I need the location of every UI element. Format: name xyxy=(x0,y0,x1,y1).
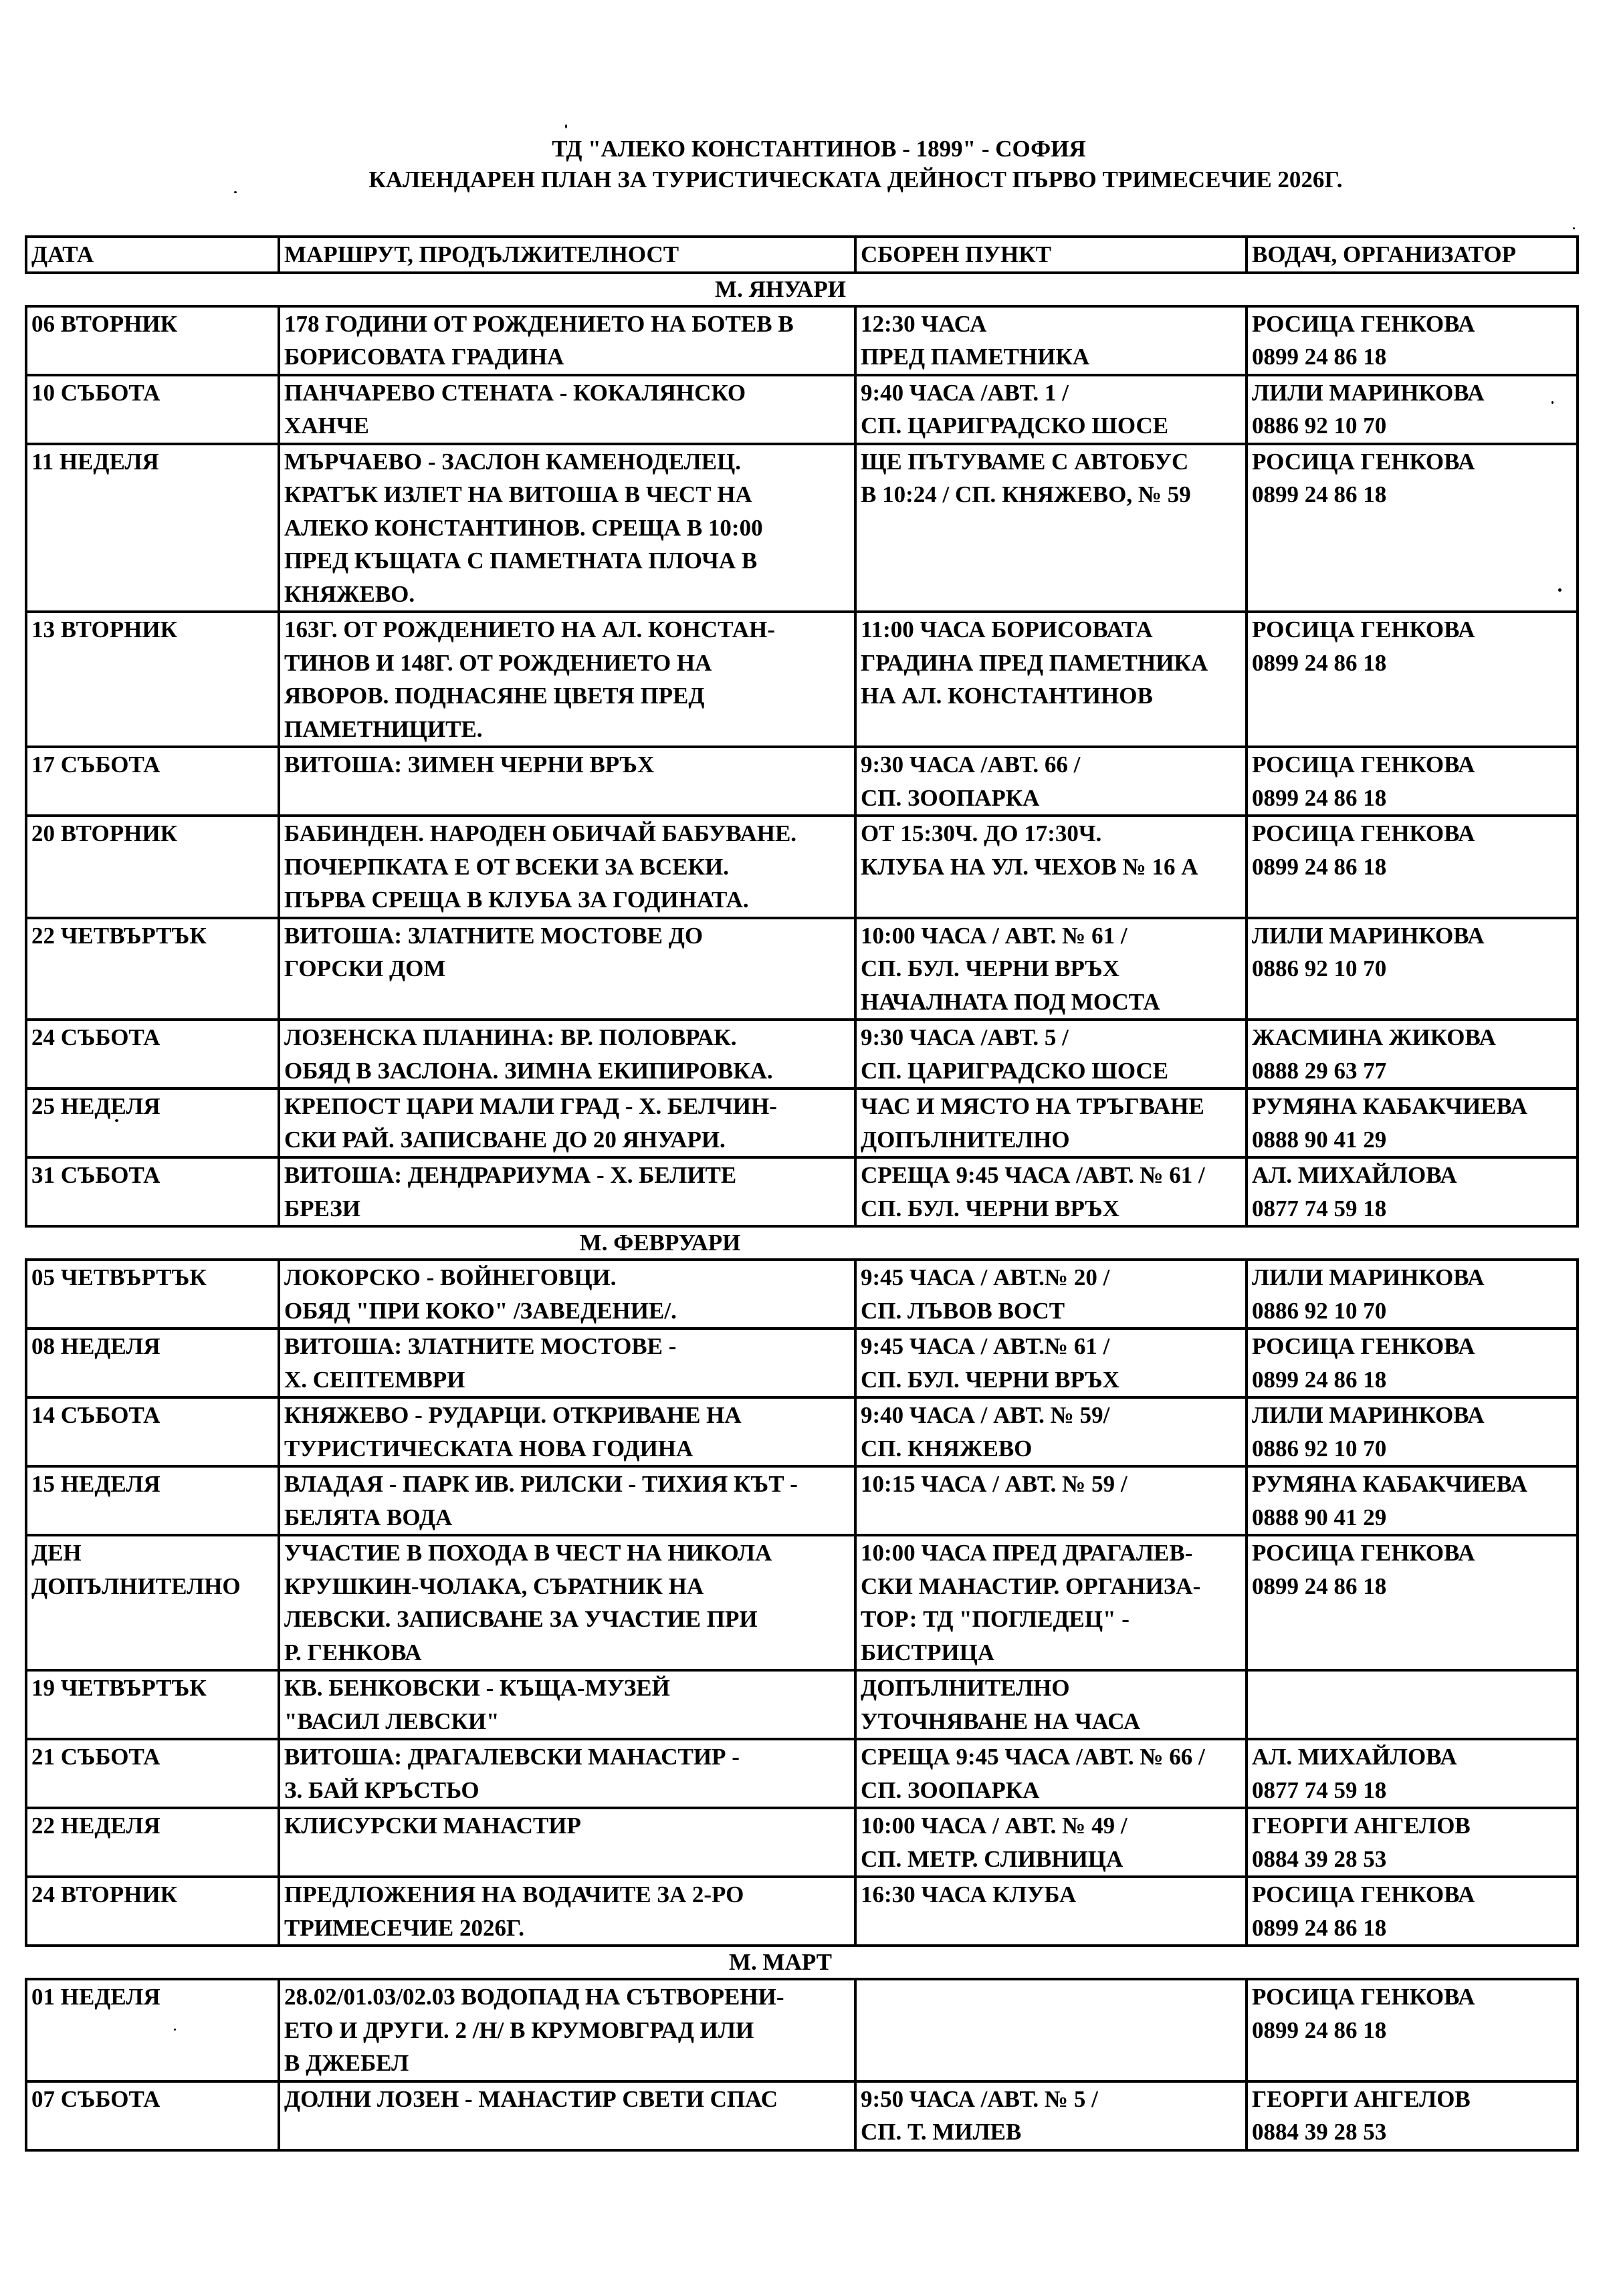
cell-route: ЛОЗЕНСКА ПЛАНИНА: ВР. ПОЛОВРАК. ОБЯД В ЗАСЛОНА. ЗИМНА ЕКИПИРОВКА. xyxy=(279,1020,855,1088)
scan-speck xyxy=(1551,401,1553,404)
cell-meeting-point xyxy=(855,1979,1247,2081)
cell-date: 31 СЪБОТА xyxy=(26,1157,279,1226)
cell-meeting-point: 9:50 ЧАСА /АВТ. № 5 / СП. Т. МИЛЕВ xyxy=(855,2081,1247,2150)
cell-meeting-point: 9:45 ЧАСА / АВТ.№ 20 / СП. ЛЪВОВ ВОСТ xyxy=(855,1260,1247,1329)
header-row xyxy=(26,237,1578,273)
cell-route: 28.02/01.03/02.03 ВОДОПАД НА СЪТВОРЕНИ- ЕТО И ДРУГИ. 2 /Н/ В КРУМОВГРАД ИЛИ В ДЖЕБЕЛ xyxy=(279,1979,855,2081)
month-table-january xyxy=(25,305,1579,1228)
cell-leader: РОСИЦА ГЕНКОВА 0899 24 86 18 xyxy=(1247,306,1578,375)
table-row xyxy=(26,1670,1578,1739)
cell-route: БАБИНДЕН. НАРОДЕН ОБИЧАЙ БАБУВАНЕ. ПОЧЕРПКАТА Е ОТ ВСЕКИ ЗА ВСЕКИ. ПЪРВА СРЕЩА В КЛУБА ЗА ГОДИНАТА. xyxy=(279,816,855,918)
organization-title: ТД "АЛЕКО КОНСТАНТИНОВ - 1899" - СОФИЯ xyxy=(552,136,1086,162)
cell-date: 24 ВТОРНИК xyxy=(26,1877,279,1946)
table-row xyxy=(26,1397,1578,1466)
scan-speck xyxy=(115,1119,118,1122)
cell-meeting-point: 9:30 ЧАСА /АВТ. 66 / СП. ЗООПАРКА xyxy=(855,747,1247,816)
cell-meeting-point: ДОПЪЛНИТЕЛНО УТОЧНЯВАНЕ НА ЧАСА xyxy=(855,1670,1247,1739)
cell-leader: ГЕОРГИ АНГЕЛОВ 0884 39 28 53 xyxy=(1247,1808,1578,1877)
header-table xyxy=(25,235,1579,274)
schedule-document xyxy=(25,235,1576,2152)
cell-date: 07 СЪБОТА xyxy=(26,2081,279,2150)
table-row xyxy=(26,1020,1578,1088)
cell-meeting-point: 16:30 ЧАСА КЛУБА xyxy=(855,1877,1247,1946)
cell-meeting-point: СРЕЩА 9:45 ЧАСА /АВТ. № 66 / СП. ЗООПАРКА xyxy=(855,1739,1247,1808)
month-heading-february: М. ФЕВРУАРИ xyxy=(579,1230,741,1256)
header-meeting-point: СБОРЕН ПУНКТ xyxy=(855,237,1247,273)
cell-leader: ЛИЛИ МАРИНКОВА 0886 92 10 70 xyxy=(1247,1397,1578,1466)
table-row xyxy=(26,1157,1578,1226)
cell-route: ВЛАДАЯ - ПАРК ИВ. РИЛСКИ - ТИХИЯ КЪТ - БЕЛЯТА ВОДА xyxy=(279,1466,855,1535)
month-heading-january: М. ЯНУАРИ xyxy=(715,275,846,302)
cell-date: 21 СЪБОТА xyxy=(26,1739,279,1808)
cell-leader: РОСИЦА ГЕНКОВА 0899 24 86 18 xyxy=(1247,1329,1578,1397)
scan-speck xyxy=(565,124,567,128)
header-date: ДАТА xyxy=(26,237,279,273)
cell-date: 17 СЪБОТА xyxy=(26,747,279,816)
cell-date: 06 ВТОРНИК xyxy=(26,306,279,375)
cell-date: 10 СЪБОТА xyxy=(26,375,279,444)
cell-route: КЛИСУРСКИ МАНАСТИР xyxy=(279,1808,855,1877)
cell-leader: РОСИЦА ГЕНКОВА 0899 24 86 18 xyxy=(1247,747,1578,816)
cell-meeting-point: 10:00 ЧАСА ПРЕД ДРАГАЛЕВ- СКИ МАНАСТИР. ОРГАНИЗА- ТОР: ТД "ПОГЛЕДЕЦ" - БИСТРИЦА xyxy=(855,1535,1247,1670)
cell-route: 178 ГОДИНИ ОТ РОЖДЕНИЕТО НА БОТЕВ В БОРИСОВАТА ГРАДИНА xyxy=(279,306,855,375)
cell-date: 22 НЕДЕЛЯ xyxy=(26,1808,279,1877)
cell-date: 25 НЕДЕЛЯ xyxy=(26,1088,279,1157)
cell-date: 20 ВТОРНИК xyxy=(26,816,279,918)
month-heading-march: М. МАРТ xyxy=(729,1949,832,1975)
cell-route: ДОЛНИ ЛОЗЕН - МАНАСТИР СВЕТИ СПАС xyxy=(279,2081,855,2150)
table-row xyxy=(26,1535,1578,1670)
cell-route: УЧАСТИЕ В ПОХОДА В ЧЕСТ НА НИКОЛА КРУШКИН-ЧОЛАКА, СЪРАТНИК НА ЛЕВСКИ. ЗАПИСВАНЕ ЗА УЧАСТИЕ ПРИ Р. ГЕНКОВА xyxy=(279,1535,855,1670)
cell-date: 24 СЪБОТА xyxy=(26,1020,279,1088)
cell-meeting-point: СРЕЩА 9:45 ЧАСА /АВТ. № 61 / СП. БУЛ. ЧЕРНИ ВРЪХ xyxy=(855,1157,1247,1226)
cell-date: 19 ЧЕТВЪРТЪК xyxy=(26,1670,279,1739)
scan-speck xyxy=(174,2029,176,2031)
cell-meeting-point: 10:15 ЧАСА / АВТ. № 59 / xyxy=(855,1466,1247,1535)
table-row xyxy=(26,747,1578,816)
month-table-february xyxy=(25,1258,1579,1947)
table-row xyxy=(26,306,1578,375)
cell-leader: ЛИЛИ МАРИНКОВА 0886 92 10 70 xyxy=(1247,918,1578,1020)
cell-leader: РОСИЦА ГЕНКОВА 0899 24 86 18 xyxy=(1247,612,1578,747)
cell-meeting-point: ЩЕ ПЪТУВАМЕ С АВТОБУС В 10:24 / СП. КНЯЖЕВО, № 59 xyxy=(855,444,1247,612)
cell-date: 08 НЕДЕЛЯ xyxy=(26,1329,279,1397)
cell-leader: РОСИЦА ГЕНКОВА 0899 24 86 18 xyxy=(1247,816,1578,918)
table-row xyxy=(26,1088,1578,1157)
cell-leader: ЛИЛИ МАРИНКОВА 0886 92 10 70 xyxy=(1247,375,1578,444)
month-table-march xyxy=(25,1978,1579,2152)
cell-date: 11 НЕДЕЛЯ xyxy=(26,444,279,612)
cell-meeting-point: ЧАС И МЯСТО НА ТРЪГВАНЕ ДОПЪЛНИТЕЛНО xyxy=(855,1088,1247,1157)
table-row xyxy=(26,2081,1578,2150)
table-row xyxy=(26,1739,1578,1808)
cell-meeting-point: 9:45 ЧАСА / АВТ.№ 61 / СП. БУЛ. ЧЕРНИ ВРЪХ xyxy=(855,1329,1247,1397)
cell-leader: РОСИЦА ГЕНКОВА 0899 24 86 18 xyxy=(1247,1979,1578,2081)
cell-route: ВИТОША: ЗИМЕН ЧЕРНИ ВРЪХ xyxy=(279,747,855,816)
cell-date: 22 ЧЕТВЪРТЪК xyxy=(26,918,279,1020)
cell-leader: ЖАСМИНА ЖИКОВА 0888 29 63 77 xyxy=(1247,1020,1578,1088)
table-row xyxy=(26,1877,1578,1946)
cell-meeting-point: 10:00 ЧАСА / АВТ. № 61 / СП. БУЛ. ЧЕРНИ ВРЪХ НАЧАЛНАТА ПОД МОСТА xyxy=(855,918,1247,1020)
table-row xyxy=(26,375,1578,444)
cell-leader: РУМЯНА КАБАКЧИЕВА 0888 90 41 29 xyxy=(1247,1466,1578,1535)
cell-leader: РОСИЦА ГЕНКОВА 0899 24 86 18 xyxy=(1247,1877,1578,1946)
cell-leader: ЛИЛИ МАРИНКОВА 0886 92 10 70 xyxy=(1247,1260,1578,1329)
calendar-plan-title: КАЛЕНДАРЕН ПЛАН ЗА ТУРИСТИЧЕСКАТА ДЕЙНОСТ ПЪРВО ТРИМЕСЕЧИЕ 2026Г. xyxy=(368,166,1343,193)
cell-route: МЪРЧАЕВО - ЗАСЛОН КАМЕНОДЕЛЕЦ. КРАТЪК ИЗЛЕТ НА ВИТОША В ЧЕСТ НА АЛЕКО КОНСТАНТИНОВ. СРЕЩА В 10:00 ПРЕД КЪЩАТА С ПАМЕТНАТА ПЛОЧА В КНЯЖЕВО. xyxy=(279,444,855,612)
cell-route: КНЯЖЕВО - РУДАРЦИ. ОТКРИВАНЕ НА ТУРИСТИЧЕСКАТА НОВА ГОДИНА xyxy=(279,1397,855,1466)
scan-speck xyxy=(1558,588,1562,592)
cell-leader: РОСИЦА ГЕНКОВА 0899 24 86 18 xyxy=(1247,1535,1578,1670)
scan-speck xyxy=(1573,227,1575,229)
cell-route: 163Г. ОТ РОЖДЕНИЕТО НА АЛ. КОНСТАН- ТИНОВ И 148Г. ОТ РОЖДЕНИЕТО НА ЯВОРОВ. ПОДНАСЯНЕ ЦВЕТЯ ПРЕД ПАМЕТНИЦИТЕ. xyxy=(279,612,855,747)
scan-speck xyxy=(234,191,237,193)
cell-route: КВ. БЕНКОВСКИ - КЪЩА-МУЗЕЙ "ВАСИЛ ЛЕВСКИ" xyxy=(279,1670,855,1739)
table-row xyxy=(26,612,1578,747)
cell-meeting-point: 9:40 ЧАСА /АВТ. 1 / СП. ЦАРИГРАДСКО ШОСЕ xyxy=(855,375,1247,444)
cell-meeting-point: 9:30 ЧАСА /АВТ. 5 / СП. ЦАРИГРАДСКО ШОСЕ xyxy=(855,1020,1247,1088)
table-row xyxy=(26,1979,1578,2081)
cell-date: 13 ВТОРНИК xyxy=(26,612,279,747)
cell-meeting-point: 10:00 ЧАСА / АВТ. № 49 / СП. МЕТР. СЛИВНИЦА xyxy=(855,1808,1247,1877)
table-row xyxy=(26,816,1578,918)
document-title-block xyxy=(0,134,1611,195)
cell-date: 01 НЕДЕЛЯ xyxy=(26,1979,279,2081)
cell-route: ПРЕДЛОЖЕНИЯ НА ВОДАЧИТЕ ЗА 2-РО ТРИМЕСЕЧИЕ 2026Г. xyxy=(279,1877,855,1946)
cell-date: 05 ЧЕТВЪРТЪК xyxy=(26,1260,279,1329)
cell-route: ЛОКОРСКО - ВОЙНЕГОВЦИ. ОБЯД "ПРИ КОКО" /ЗАВЕДЕНИЕ/. xyxy=(279,1260,855,1329)
cell-route: ВИТОША: ЗЛАТНИТЕ МОСТОВЕ - Х. СЕПТЕМВРИ xyxy=(279,1329,855,1397)
cell-leader: АЛ. МИХАЙЛОВА 0877 74 59 18 xyxy=(1247,1739,1578,1808)
cell-leader: АЛ. МИХАЙЛОВА 0877 74 59 18 xyxy=(1247,1157,1578,1226)
cell-meeting-point: 11:00 ЧАСА БОРИСОВАТА ГРАДИНА ПРЕД ПАМЕТНИКА НА АЛ. КОНСТАНТИНОВ xyxy=(855,612,1247,747)
cell-route: ВИТОША: ДЕНДРАРИУМА - Х. БЕЛИТЕ БРЕЗИ xyxy=(279,1157,855,1226)
header-leader: ВОДАЧ, ОРГАНИЗАТОР xyxy=(1247,237,1578,273)
cell-route: ВИТОША: ДРАГАЛЕВСКИ МАНАСТИР - З. БАЙ КРЪСТЬО xyxy=(279,1739,855,1808)
cell-leader xyxy=(1247,1670,1578,1739)
table-row xyxy=(26,918,1578,1020)
cell-meeting-point: ОТ 15:30Ч. ДО 17:30Ч. КЛУБА НА УЛ. ЧЕХОВ № 16 А xyxy=(855,816,1247,918)
table-row xyxy=(26,1466,1578,1535)
cell-date: 15 НЕДЕЛЯ xyxy=(26,1466,279,1535)
cell-meeting-point: 12:30 ЧАСА ПРЕД ПАМЕТНИКА xyxy=(855,306,1247,375)
table-row xyxy=(26,1808,1578,1877)
table-row xyxy=(26,1329,1578,1397)
header-route: МАРШРУТ, ПРОДЪЛЖИТЕЛНОСТ xyxy=(279,237,855,273)
cell-date: ДЕН ДОПЪЛНИТЕЛНО xyxy=(26,1535,279,1670)
table-row xyxy=(26,1260,1578,1329)
cell-meeting-point: 9:40 ЧАСА / АВТ. № 59/ СП. КНЯЖЕВО xyxy=(855,1397,1247,1466)
cell-leader: ГЕОРГИ АНГЕЛОВ 0884 39 28 53 xyxy=(1247,2081,1578,2150)
cell-route: ПАНЧАРЕВО СТЕНАТА - КОКАЛЯНСКО ХАНЧЕ xyxy=(279,375,855,444)
cell-leader: РОСИЦА ГЕНКОВА 0899 24 86 18 xyxy=(1247,444,1578,612)
cell-date: 14 СЪБОТА xyxy=(26,1397,279,1466)
cell-route: КРЕПОСТ ЦАРИ МАЛИ ГРАД - Х. БЕЛЧИН- СКИ РАЙ. ЗАПИСВАНЕ ДО 20 ЯНУАРИ. xyxy=(279,1088,855,1157)
cell-leader: РУМЯНА КАБАКЧИЕВА 0888 90 41 29 xyxy=(1247,1088,1578,1157)
cell-route: ВИТОША: ЗЛАТНИТЕ МОСТОВЕ ДО ГОРСКИ ДОМ xyxy=(279,918,855,1020)
table-row xyxy=(26,444,1578,612)
